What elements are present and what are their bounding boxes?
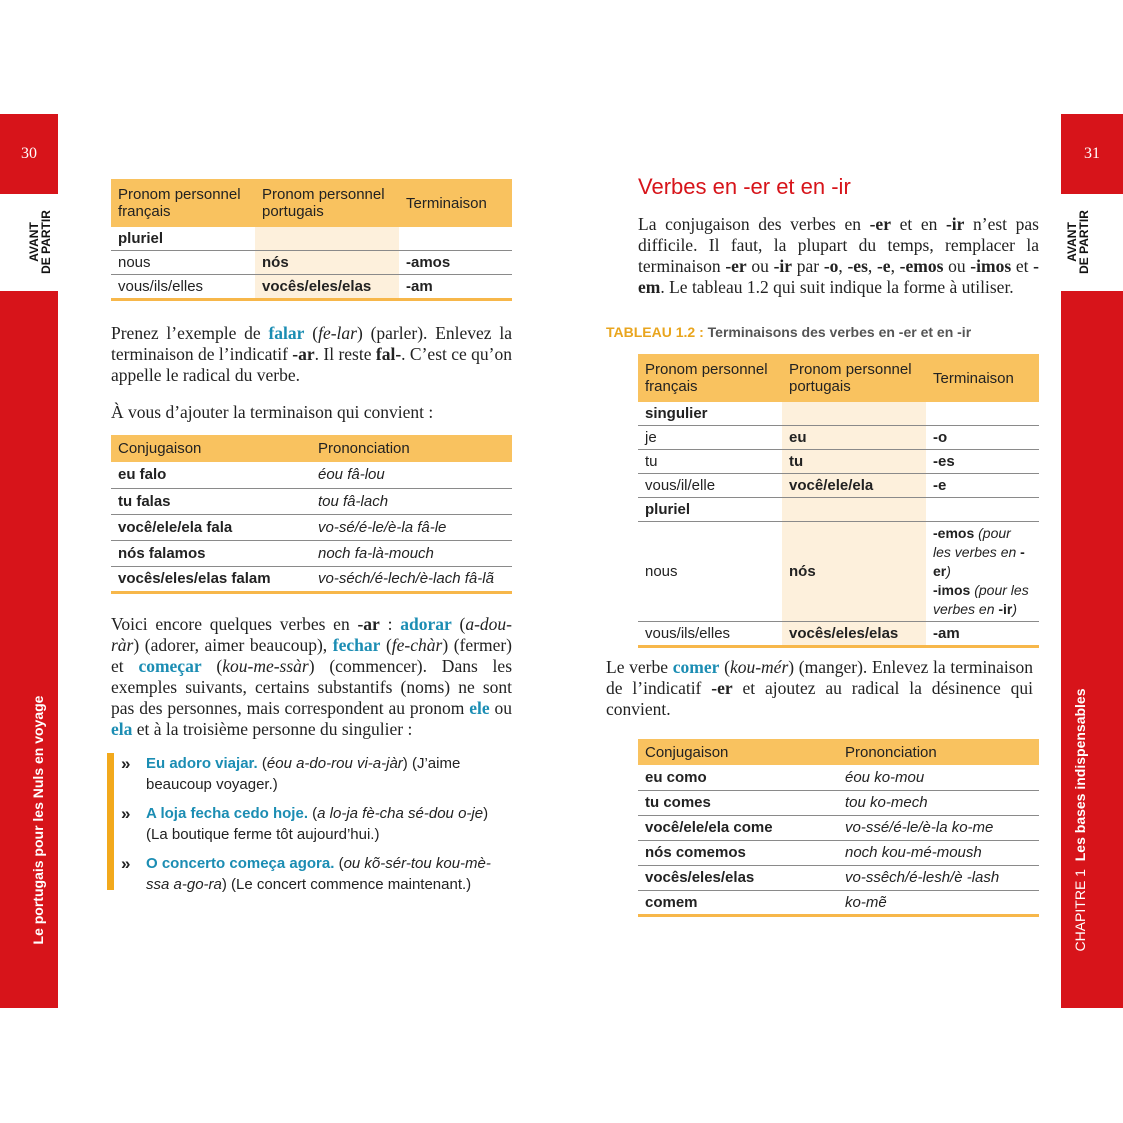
double-chevron-icon: » bbox=[121, 804, 131, 823]
section-heading: Verbes en -er et en -ir bbox=[638, 174, 851, 199]
table-row: pluriel bbox=[111, 227, 512, 251]
table-row: nós comemos noch kou-mé-moush bbox=[638, 840, 1039, 865]
table-row: tu comes tou ko-mech bbox=[638, 790, 1039, 815]
right-section-tab: AVANT DE PARTIR bbox=[1065, 210, 1091, 274]
table-header: Pronom personnel portugais bbox=[255, 179, 399, 227]
table-header: Conjugaison bbox=[638, 739, 838, 765]
table-row: nous nós -amos bbox=[111, 251, 512, 275]
table-header: Terminaison bbox=[926, 354, 1039, 402]
left-running-title: Le portugais pour les Nuls en voyage bbox=[30, 695, 46, 945]
table-row: eu como éou ko-mou bbox=[638, 765, 1039, 790]
table-header: Prononciation bbox=[838, 739, 1039, 765]
left-paragraph-instruction: À vous d’ajouter la terminaison qui convient : bbox=[111, 402, 434, 422]
table-row: vocês/eles/elas vo-ssêch/é-lesh/è -lash bbox=[638, 865, 1039, 890]
table-row: tu tu -es bbox=[638, 450, 1039, 474]
right-page-number: 31 bbox=[1061, 114, 1123, 194]
table-caption: TABLEAU 1.2 : Terminaisons des verbes en -er et en -ir bbox=[606, 324, 972, 340]
table-row: pluriel bbox=[638, 498, 1039, 522]
double-chevron-icon: » bbox=[121, 854, 131, 873]
right-running-title: CHAPITRE 1 Les bases indispensables bbox=[1072, 688, 1088, 952]
left-paragraph-falar: Prenez l’exemple de falar (fe-lar) (parler). Enlevez la terminaison de l’indicatif -ar. Il reste fal-. C’est ce qu’on appelle le radical du verbe. bbox=[111, 323, 512, 385]
table-row: vous/ils/elles vocês/eles/elas -am bbox=[111, 275, 512, 300]
right-endings-table bbox=[638, 354, 1039, 648]
table-header: Pronom personnel français bbox=[638, 354, 782, 402]
table-row: vous/ils/elles vocês/eles/elas -am bbox=[638, 622, 1039, 647]
table-row: singulier bbox=[638, 402, 1039, 426]
table-row: nous nós -emos (pour les verbes en -er) -imos (pour les verbes en -ir) bbox=[638, 522, 1039, 622]
nous-endings-cell: -emos (pour les verbes en -er) -imos (pour les verbes en -ir) bbox=[926, 522, 1039, 622]
table-header: Pronom personnel portugais bbox=[782, 354, 926, 402]
right-paragraph-comer: Le verbe comer (kou-mér) (manger). Enlevez la terminaison de l’indicatif -er et ajoutez au radical la désinence qui convient. bbox=[606, 657, 1034, 719]
left-paragraph-verbs: Voici encore quelques verbes en -ar : adorar (a-dou-ràr) (adorer, aimer beaucoup), fechar (fe-chàr) (fermer) et começar (kou-me-ssàr) (commencer). Dans les exemples suivants, certains substantifs (noms) ne sont pas des personnes, mais correspondent au pronom ele ou ela et à la troisième personne du singulier : bbox=[111, 614, 513, 739]
right-running-bar bbox=[1061, 291, 1123, 1008]
double-chevron-icon: » bbox=[121, 754, 131, 773]
list-item: » A loja fecha cedo hoje. (a lo-ja fè-cha sé-dou o-je) (La boutique ferme tôt aujourd’hui.) bbox=[121, 804, 489, 843]
table-row: nós falamos noch fa-là-mouch bbox=[111, 540, 512, 566]
list-item: » O concerto começa agora. (ou kõ-sér-tou kou-mè-ssa a-go-ra) (Le concert commence maintenant.) bbox=[121, 854, 491, 893]
table-row: vous/il/elle você/ele/ela -e bbox=[638, 474, 1039, 498]
table-header: Prononciation bbox=[311, 435, 512, 462]
right-paragraph-intro: La conjugaison des verbes en -er et en -ir n’est pas difficile. Il faut, la plupart du temps, remplacer la terminaison -er ou -ir par -o, -es, -e, -emos ou -imos et -em. Le tableau 1.2 qui suit indique la forme à utiliser. bbox=[638, 214, 1039, 297]
table-header: Terminaison bbox=[399, 179, 512, 227]
table-row: vocês/eles/elas falam vo-séch/é-lech/è-lach fâ-lã bbox=[111, 566, 512, 592]
table-row: je eu -o bbox=[638, 426, 1039, 450]
table-row: você/ele/ela fala vo-sé/é-le/è-la fâ-le bbox=[111, 514, 512, 540]
example-list bbox=[107, 753, 512, 893]
table-row: você/ele/ela come vo-ssé/é-le/è-la ko-me bbox=[638, 815, 1039, 840]
table-row: comem ko-mẽ bbox=[638, 890, 1039, 915]
left-section-tab: AVANT DE PARTIR bbox=[27, 210, 53, 274]
table-row: tu falas tou fâ-lach bbox=[111, 488, 512, 514]
left-running-bar bbox=[0, 291, 58, 1008]
table-header: Conjugaison bbox=[111, 435, 311, 462]
right-conjugation-table bbox=[638, 739, 1039, 917]
left-conjugation-table bbox=[111, 435, 512, 594]
table-header: Pronom personnel français bbox=[111, 179, 255, 227]
list-item: » Eu adoro viajar. (éou a-do-rou vi-a-jàr) (J’aime beaucoup voyager.) bbox=[121, 754, 461, 793]
left-page-number: 30 bbox=[0, 114, 58, 194]
left-pronoun-table bbox=[111, 179, 512, 301]
table-row: eu falo éou fâ-lou bbox=[111, 462, 512, 488]
